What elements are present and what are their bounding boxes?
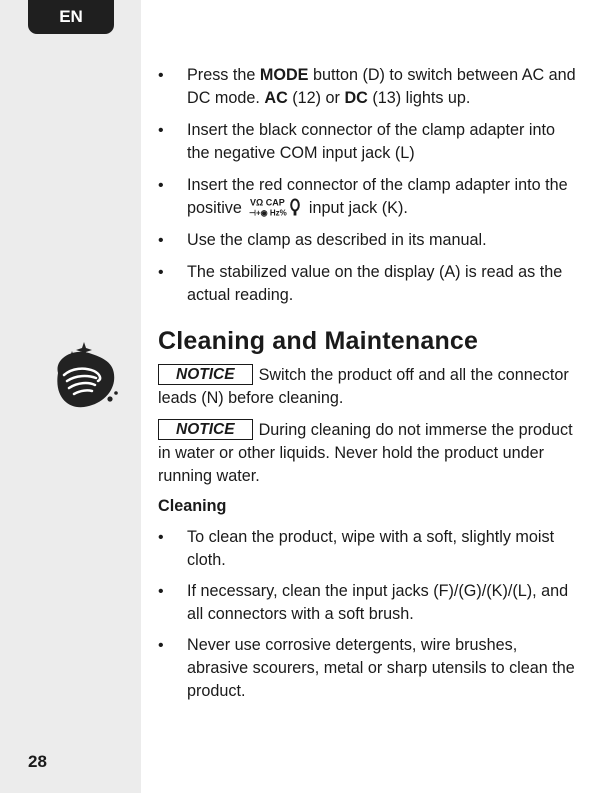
sidebar	[0, 0, 141, 793]
list-item: • To clean the product, wipe with a soft, slightly moist cloth.	[158, 526, 578, 572]
list-item: • Never use corrosive detergents, wire brushes, abrasive scourers, metal or sharp utensils to clean the product.	[158, 634, 578, 703]
list-item: • If necessary, clean the input jacks (F)/(G)/(K)/(L), and all connectors with a soft brush.	[158, 580, 578, 626]
instructions-list	[158, 64, 578, 307]
language-tab: EN	[28, 0, 114, 34]
notice-paragraph: NOTICE Switch the product off and all the connector leads (N) before cleaning.	[158, 366, 569, 407]
jack-symbol-row1: VΩ CAP	[250, 197, 286, 208]
list-item: • Use the clamp as described in its manual.	[158, 229, 578, 252]
list-item: • Insert the black connector of the clamp adapter into the negative COM input jack (L)	[158, 119, 578, 165]
list-item: • Press the MODE button (D) to switch between AC and DC mode. AC (12) or DC (13) lights up.	[158, 64, 578, 110]
notice-label: NOTICE	[158, 364, 253, 385]
cleaning-list	[158, 526, 578, 703]
jack-symbol-row2: ⊣+◉ Hz%	[249, 208, 288, 217]
main-content	[158, 64, 578, 711]
cleaning-hand-icon	[44, 333, 124, 413]
list-item: • Insert the red connector of the clamp adapter into the positive VΩ CAP ⊣+◉ Hz% input jack (K).	[158, 174, 578, 220]
page-number: 28	[28, 752, 47, 771]
notice-paragraph: NOTICE During cleaning do not immerse the product in water or other liquids. Never hold the product under running water.	[158, 421, 573, 485]
notice-label: NOTICE	[158, 419, 253, 440]
section-title: Cleaning and Maintenance	[158, 327, 479, 355]
list-item: • The stabilized value on the display (A) is read as the actual reading.	[158, 261, 578, 307]
input-jack-symbol-icon	[248, 197, 302, 217]
cleaning-subheading: Cleaning	[158, 497, 227, 515]
